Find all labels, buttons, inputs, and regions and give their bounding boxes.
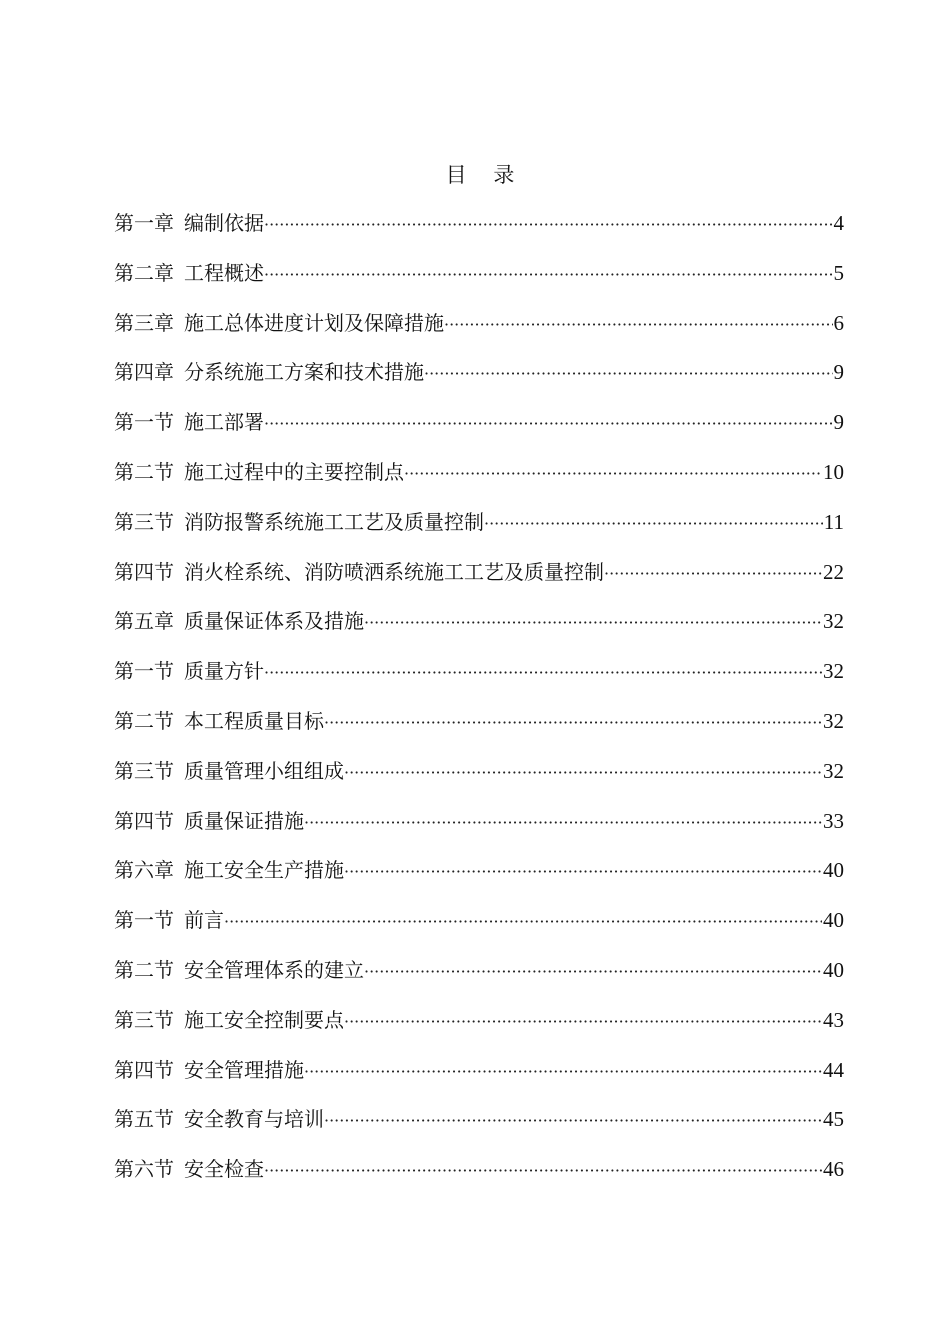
toc-entry-number: 第六章 xyxy=(114,858,174,883)
toc-entry-text: 施工过程中的主要控制点 xyxy=(184,459,404,484)
toc-entry-text: 安全检查 xyxy=(184,1157,264,1182)
toc-entry-page: 10 xyxy=(823,459,844,484)
toc-entry-text: 质量保证体系及措施 xyxy=(184,609,364,634)
toc-leader-dots xyxy=(484,509,823,539)
toc-entry-page: 32 xyxy=(823,758,844,783)
toc-entry-page: 4 xyxy=(833,211,844,235)
toc-entry[interactable] xyxy=(114,706,844,756)
toc-entry-number: 第二章 xyxy=(114,260,174,285)
toc-leader-dots xyxy=(264,210,833,240)
toc-entry-number: 第二节 xyxy=(114,459,174,484)
toc-entry[interactable] xyxy=(114,557,844,607)
toc-entry[interactable] xyxy=(114,955,844,1005)
toc-entry[interactable] xyxy=(114,1005,844,1055)
toc-entry-number: 第一节 xyxy=(114,908,174,933)
toc-entry-number: 第三节 xyxy=(114,1007,174,1032)
toc-leader-dots xyxy=(404,459,822,489)
toc-leader-dots xyxy=(264,658,822,688)
toc-entry-text: 施工安全生产措施 xyxy=(184,858,344,883)
toc-entry-number: 第三节 xyxy=(114,758,174,783)
toc-entry-text: 施工安全控制要点 xyxy=(184,1007,344,1032)
toc-leader-dots xyxy=(324,1106,822,1136)
toc-entry-number: 第一章 xyxy=(114,211,174,235)
toc-entry-number: 第六节 xyxy=(114,1157,174,1182)
toc-entry-page: 11 xyxy=(823,509,844,534)
toc-entry-number: 第四节 xyxy=(114,808,174,833)
toc-entry-page: 32 xyxy=(823,609,844,634)
toc-entry-text: 工程概述 xyxy=(184,260,264,285)
toc-entry-number: 第二节 xyxy=(114,957,174,982)
toc-leader-dots xyxy=(424,359,833,389)
toc-entry-text: 前言 xyxy=(184,908,224,933)
toc-leader-dots xyxy=(264,1156,822,1186)
toc-entry[interactable] xyxy=(114,905,844,955)
toc-entry[interactable] xyxy=(114,208,844,258)
toc-entry[interactable] xyxy=(114,407,844,457)
toc-leader-dots xyxy=(344,857,822,887)
toc-list xyxy=(114,208,844,1204)
toc-entry-text: 本工程质量目标 xyxy=(184,708,324,733)
toc-leader-dots xyxy=(364,608,822,638)
toc-entry-page: 40 xyxy=(823,858,844,883)
toc-entry-text: 质量保证措施 xyxy=(184,808,304,833)
toc-entry-page: 5 xyxy=(833,260,844,285)
toc-entry[interactable] xyxy=(114,606,844,656)
toc-entry-number: 第四节 xyxy=(114,1057,174,1082)
toc-entry-number: 第一节 xyxy=(114,410,174,435)
toc-entry-page: 40 xyxy=(823,908,844,933)
toc-leader-dots xyxy=(344,758,822,788)
toc-entry-page: 44 xyxy=(823,1057,844,1082)
toc-entry-text: 安全教育与培训 xyxy=(184,1107,324,1132)
toc-entry[interactable] xyxy=(114,1055,844,1105)
toc-leader-dots xyxy=(364,957,822,987)
toc-entry[interactable] xyxy=(114,507,844,557)
toc-entry-number: 第五节 xyxy=(114,1107,174,1132)
toc-leader-dots xyxy=(264,409,833,439)
toc-entry[interactable] xyxy=(114,258,844,308)
toc-entry-text: 分系统施工方案和技术措施 xyxy=(184,360,424,385)
toc-entry-text: 编制依据 xyxy=(184,211,264,235)
toc-entry-number: 第一节 xyxy=(114,659,174,684)
toc-entry-number: 第四章 xyxy=(114,360,174,385)
toc-leader-dots xyxy=(264,260,833,290)
toc-entry-text: 施工总体进度计划及保障措施 xyxy=(184,310,444,335)
toc-entry-number: 第五章 xyxy=(114,609,174,634)
toc-entry[interactable] xyxy=(114,457,844,507)
toc-entry-page: 22 xyxy=(823,559,844,584)
toc-entry[interactable] xyxy=(114,656,844,706)
toc-entry-page: 43 xyxy=(823,1007,844,1032)
toc-leader-dots xyxy=(444,310,833,340)
toc-entry-text: 质量管理小组组成 xyxy=(184,758,344,783)
toc-entry-number: 第三节 xyxy=(114,509,174,534)
toc-entry[interactable] xyxy=(114,308,844,358)
toc-leader-dots xyxy=(344,1007,822,1037)
toc-entry-text: 安全管理体系的建立 xyxy=(184,957,364,982)
toc-entry-text: 安全管理措施 xyxy=(184,1057,304,1082)
toc-entry-text: 施工部署 xyxy=(184,410,264,435)
toc-entry-page: 9 xyxy=(833,360,844,385)
toc-entry-number: 第四节 xyxy=(114,559,174,584)
toc-entry-page: 40 xyxy=(823,957,844,982)
toc-entry[interactable] xyxy=(114,806,844,856)
toc-entry[interactable] xyxy=(114,1154,844,1204)
toc-entry[interactable] xyxy=(114,855,844,905)
toc-entry-number: 第三章 xyxy=(114,310,174,335)
toc-entry-page: 32 xyxy=(823,659,844,684)
toc-entry-number: 第二节 xyxy=(114,708,174,733)
toc-title: 目 录 xyxy=(445,163,525,187)
toc-entry-page: 9 xyxy=(833,410,844,435)
toc-entry-page: 45 xyxy=(823,1107,844,1132)
toc-leader-dots xyxy=(304,1057,822,1087)
toc-entry-text: 消防报警系统施工工艺及质量控制 xyxy=(184,509,484,534)
toc-leader-dots xyxy=(324,708,822,738)
toc-entry-page: 6 xyxy=(833,310,844,335)
toc-entry-page: 46 xyxy=(823,1157,844,1182)
toc-entry[interactable] xyxy=(114,1104,844,1154)
toc-entry-page: 33 xyxy=(823,808,844,833)
toc-leader-dots xyxy=(604,559,822,589)
toc-entry-text: 质量方针 xyxy=(184,659,264,684)
toc-entry-text: 消火栓系统、消防喷洒系统施工工艺及质量控制 xyxy=(184,559,604,584)
toc-entry[interactable] xyxy=(114,756,844,806)
toc-leader-dots xyxy=(304,808,822,838)
toc-entry[interactable] xyxy=(114,357,844,407)
toc-entry-page: 32 xyxy=(823,708,844,733)
toc-leader-dots xyxy=(224,907,822,937)
